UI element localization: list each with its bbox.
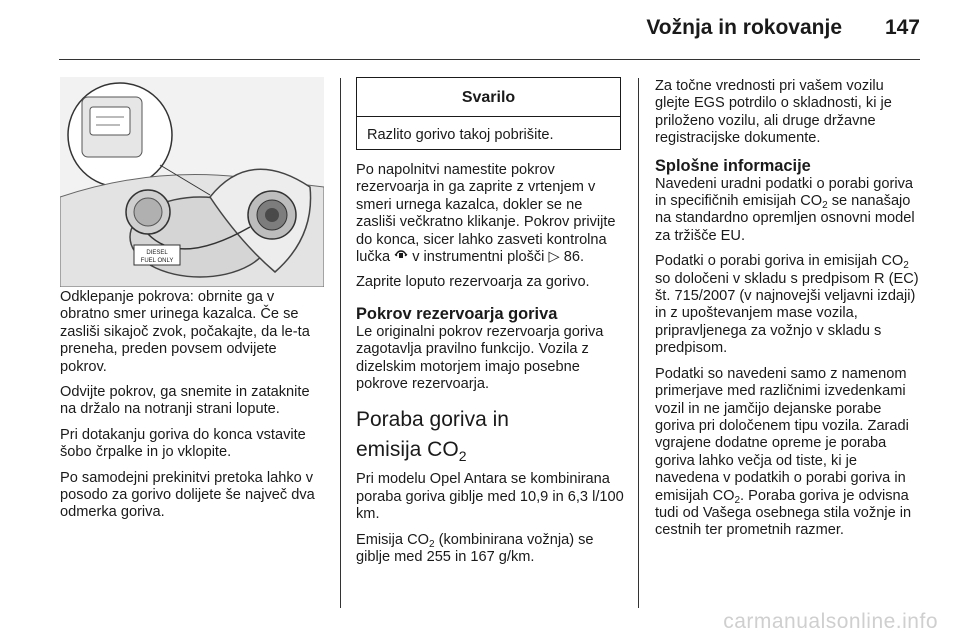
warning-title: Svarilo [357,78,620,117]
regulation-text-b: so določeni v skladu s predpisom R (EC) št. 715/2007 (v najnovejši veljavni izdaji) in z upoštevanjem mase vozila, pripravljenega za vožnjo v skladu s predpisom. [655,270,919,357]
column-3 [655,78,921,548]
paragraph-close-cap [356,162,624,266]
close-cap-text: Po napolnitvi namestite pokrov rezervoarja in ga zaprite z vrtenjem v smeri urnega kazalca, dokler se ne zasliši večkratno klikanje. Pokrov privijte do konca, sicer lahko zasveti kontrolna lučka [356,162,616,266]
paragraph-antara-consumption: Pri modelu Opel Antara se kombinirana poraba goriva giblje med 10,9 in 6,3 l/100 km. [356,471,624,523]
comparison-text-a: Podatki so navedeni samo z namenom primerjave med različnimi izvedenkami vozil in ne jamčijo dejanske porabe goriva pri določenem tipu vozila. Zaradi vgrajene dodatne opreme je poraba goriva lahko večja od tiste, ki je navedena v podatkih o porabi goriva in emisijah CO [655,365,909,504]
paragraph-regulation [655,253,921,357]
heading-line-2: emisija CO [356,438,459,462]
header-rule [59,59,920,60]
co2-subscript: 2 [734,494,741,506]
paragraph-auto-cutoff: Po samodejni prekinitvi pretoka lahko v posodo za gorivo dolijete še največ dva odmerka goriva. [60,469,315,521]
header-title: Vožnja in rokovanje [646,16,842,39]
paragraph-co2-emission [356,532,624,567]
heading-general-info: Splošne informacije [655,156,811,175]
page-number: 147 [884,16,920,39]
paragraph-close-flap: Zaprite loputo rezervoarja za gorivo. [356,274,590,291]
official-data-text-b: se nanašajo na standardno opremljen osnovni model za tržišče EU. [655,193,915,244]
close-cap-text-tail: v instrumentni plošči [412,249,545,266]
column-divider-2 [638,78,639,608]
paragraph-original-cap: Le originalni pokrov rezervoarja goriva zagotavlja pravilno funkcijo. Vozila z dizelskim motorjem imajo posebne pokrove rezervoarja. [356,323,604,393]
paragraph-remove-cap: Odvijte pokrov, ga snemite in zataknite na držalo na notranji strani lopute. [60,384,310,418]
comparison-text-b: . Poraba goriva je odvisna tudi od Vašega osebnega stila vožnje in cestnih ter prometnih razmer. [655,487,912,539]
column-divider-1 [340,78,341,608]
paragraph-official-data [655,176,921,246]
paragraph-comparison [655,366,921,540]
column-2 [356,162,624,575]
page-header [0,0,960,62]
heading-line-1: Poraba goriva in [356,408,509,432]
official-data-text-a: Navedeni uradni podatki o porabi goriva in specifičnih emisijah CO [655,175,913,210]
heading-fuel-consumption [356,405,624,465]
co2-subscript: 2 [822,200,828,212]
co2-emission-text-b: (kombinirana vožnja) se giblje med 255 in 167 g/km. [356,531,594,566]
co2-emission-text-a: Emisija CO [356,531,429,548]
fuel-cap-drawing [60,77,324,287]
column-1 [60,289,326,530]
paragraph-egs-certificate: Za točne vrednosti pri vašem vozilu glejte EGS potrdilo o skladnosti, ki je priloženo vozilu, ali druge državne registracijske dokumente. [655,78,892,147]
regulation-text-a: Podatki o porabi goriva in emisijah CO [655,253,904,270]
paragraph-refuel: Pri dotakanju goriva do konca vstavite šobo črpalke in jo vklopite. [60,426,306,461]
co2-subscript: 2 [458,448,467,465]
warning-text: Razlito gorivo takoj pobrišite. [367,127,554,143]
watermark: carmanualsonline.info [723,610,938,633]
page-ref-icon[interactable]: ▷ [548,249,560,266]
page-ref-number[interactable]: 86. [563,249,585,266]
figure-label-line1: DIESEL [146,250,168,256]
warning-box [356,77,621,150]
co2-subscript: 2 [903,260,909,272]
paragraph-unlock-cap: Odklepanje pokrova: obrnite ga v obratno smer urinega kazalca. Če se zasliši sikajoč zvok, počakajte, da le-ta preneha, preden povsem odvijete pokrov. [60,289,310,375]
co2-subscript: 2 [428,538,435,550]
engine-warning-icon [394,250,408,262]
fuel-cap-illustration [60,77,324,287]
heading-fuel-cap: Pokrov rezervoarja goriva [356,304,558,323]
figure-label-line2: FUEL ONLY [140,258,174,264]
